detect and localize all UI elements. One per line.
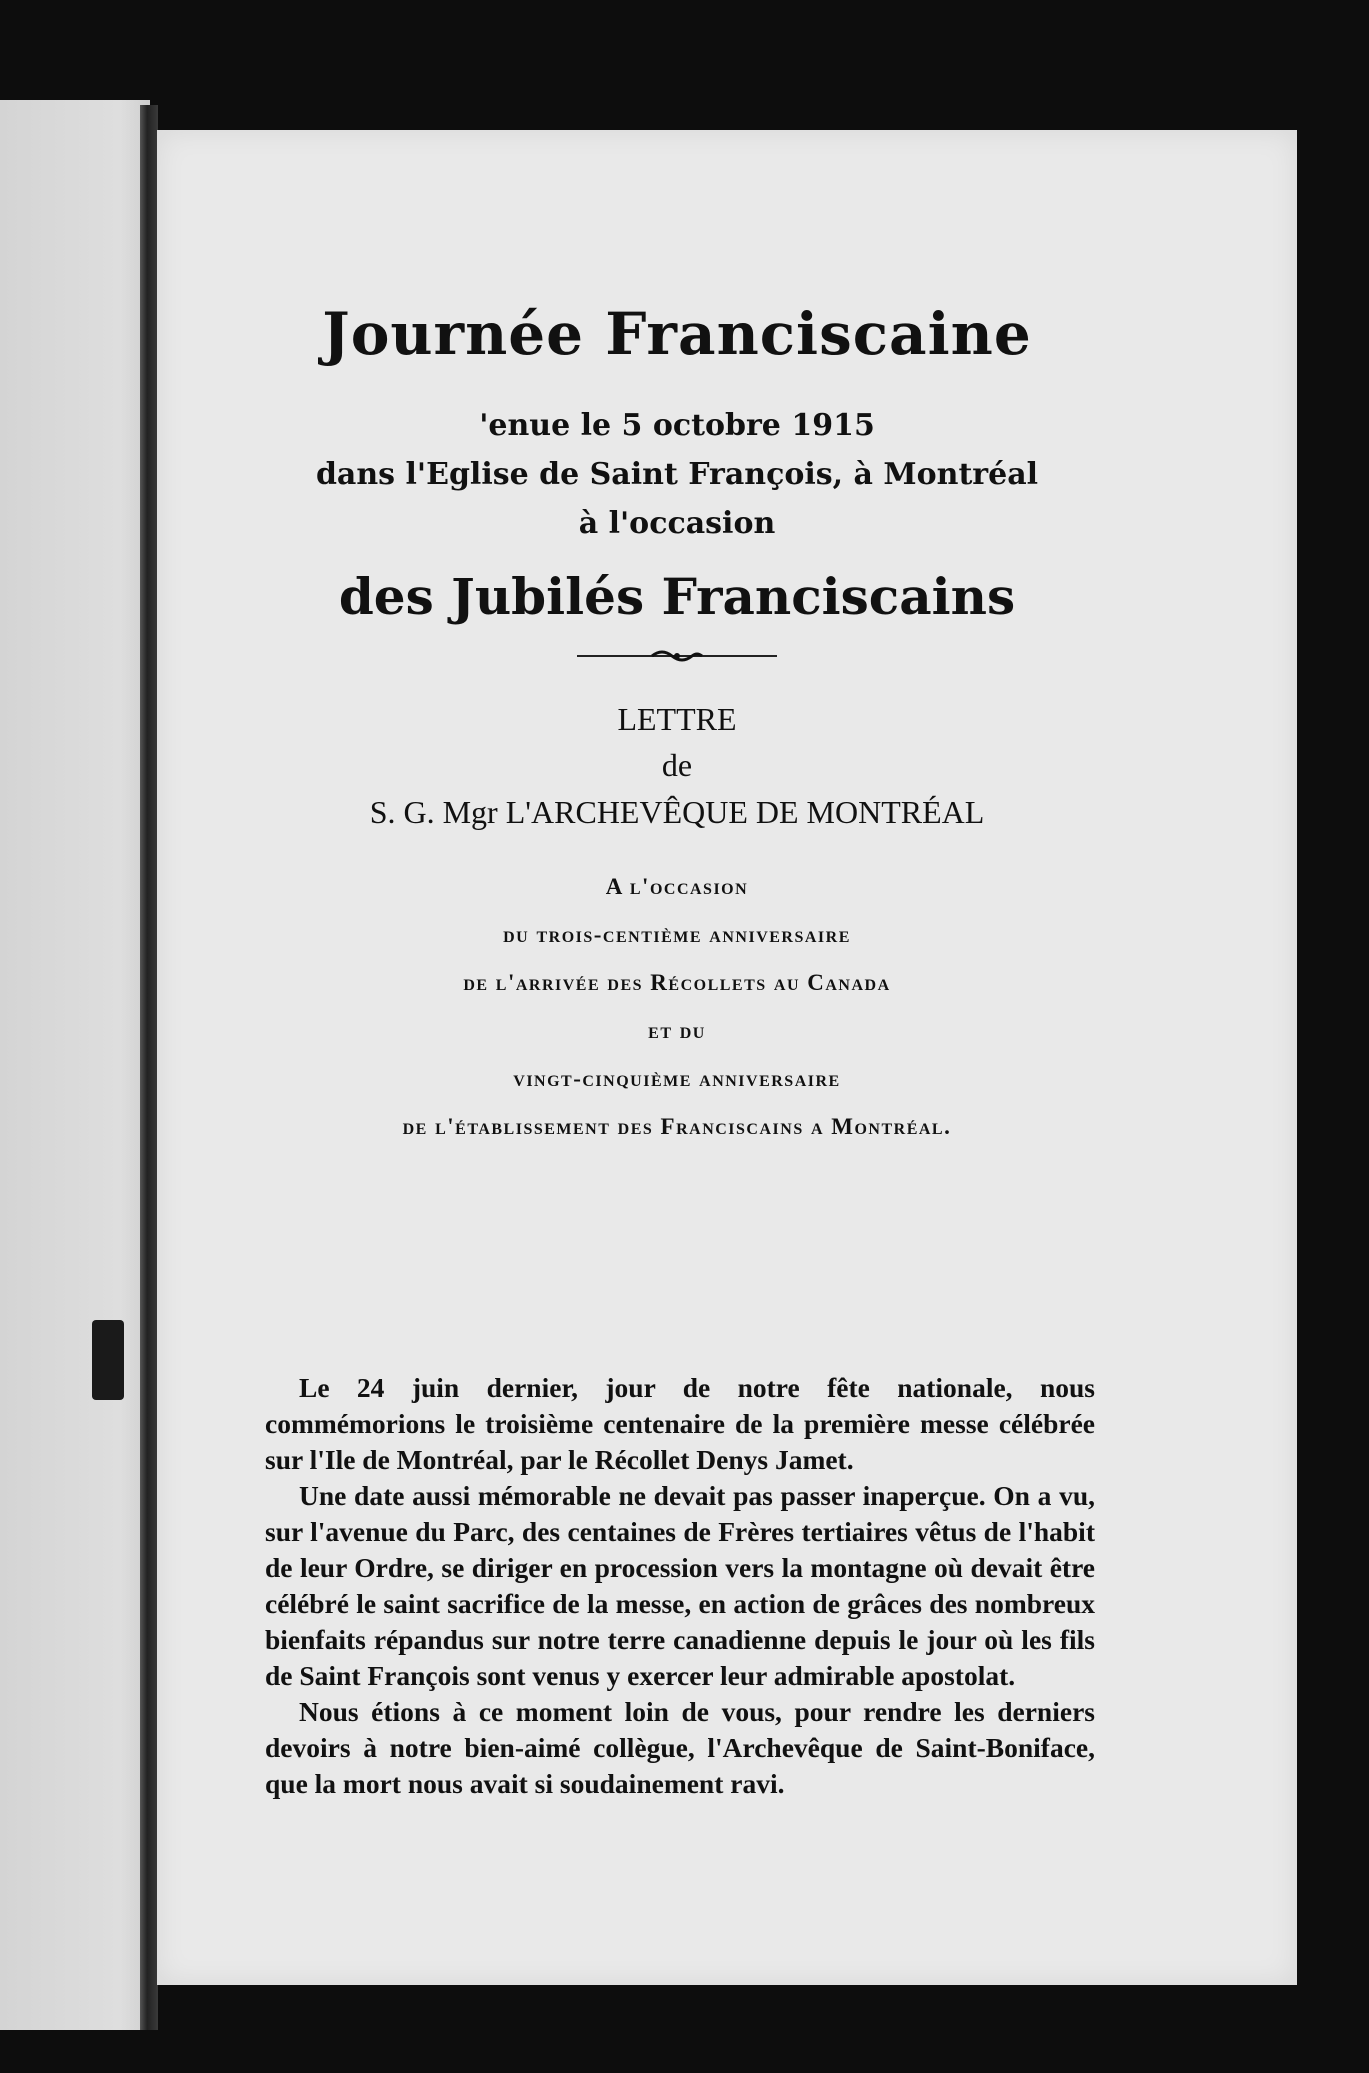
page-title: Journée Franciscaine — [322, 300, 1032, 368]
occasion-block — [257, 863, 1097, 1151]
body-paragraph: Nous étions à ce moment loin de vous, pour rendre les derniers devoirs à notre bien-aimé collègue, l'Archevêque de Saint-Boniface, que la mort nous avait si soudainement ravi. — [265, 1696, 1095, 1799]
body-paragraph: Le 24 juin dernier, jour de notre fête nationale, nous commémorions le troisième centenaire de la première messe célébrée sur l'Ile de Montréal, par le Récollet Denys Jamet. — [265, 1372, 1095, 1475]
lettre-heading: LETTRE — [617, 701, 737, 737]
occasion-line: du trois-centième anniversaire — [503, 922, 851, 948]
subtitle-occasion: à l'occasion — [578, 506, 776, 541]
occasion-line: de l'arrivée des Récollets au Canada — [463, 970, 891, 996]
ornament-divider — [557, 648, 797, 664]
occasion-line: et du — [648, 1018, 706, 1044]
subtitle-date: 'enue le 5 octobre 1915 — [479, 408, 875, 443]
occasion-line: de l'établissement des Franciscains a Montréal. — [402, 1114, 952, 1140]
body-paragraph: Une date aussi mémorable ne devait pas passer inaperçue. On a vu, sur l'avenue du Parc, des centaines de Frères tertiaires vêtus de l'habit de leur Ordre, se diriger en procession vers la montagne où devait être célébré le saint sacrifice de la messe, en action de grâces des nombreux bienfaits répandus sur notre terre canadienne depuis le jour où les fils de Saint François sont venus y exercer leur admirable apostolat. — [265, 1480, 1095, 1691]
book-spine — [140, 105, 158, 2030]
letter-body — [265, 1370, 1095, 1802]
lettre-author: S. G. Mgr L'ARCHEVÊQUE DE MONTRÉAL — [369, 793, 985, 830]
subtitle-location: dans l'Eglise de Saint François, à Montréal — [315, 457, 1039, 492]
occasion-line: vingt-cinquième anniversaire — [513, 1066, 841, 1092]
left-page-edge — [0, 100, 150, 2030]
document-page — [157, 130, 1297, 1985]
spine-binding-tab — [92, 1320, 124, 1400]
page-header-block — [257, 300, 1097, 1151]
lettre-de: de — [661, 747, 693, 784]
jubiles-heading: des Jubilés Franciscains — [338, 567, 1016, 626]
occasion-line: A l'occasion — [605, 874, 749, 900]
